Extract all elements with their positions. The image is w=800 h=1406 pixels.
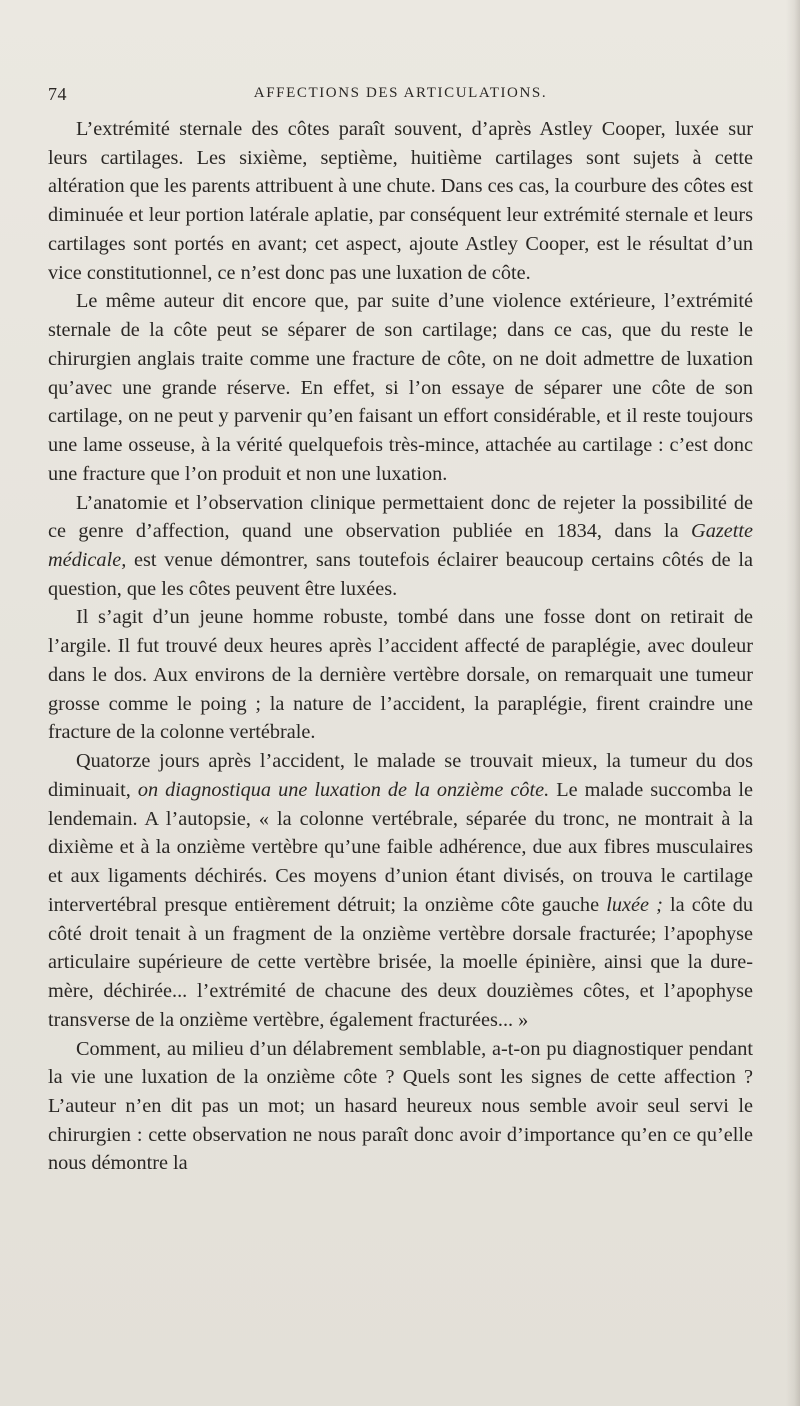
paragraph-5-text-before: Quatorze jours après l’accident, le malade se trouvait mieux, la tumeur du dos diminuait,: [48, 750, 753, 801]
paragraph-4: [48, 603, 753, 747]
paragraph-3: [48, 489, 753, 604]
page-header: [48, 84, 753, 106]
running-title: AFFECTIONS DES ARTICULATIONS.: [253, 85, 548, 101]
paragraph-1-text: L’extrémité sternale des côtes paraît souvent, d’après Astley Cooper, luxée sur leurs cartilages. Les sixième, septième, huitième cartilages sont sujets à cette altération que les parents attribuent à une chute. Dans ces cas, la courbure des côtes est diminuée et leur portion latérale aplatie, par conséquent leur extrémité sternale et leurs cartilages sont portés en avant; cet aspect, ajoute Astley Cooper, est le résultat d’un vice constitutionnel, ce n’est donc pas une luxation de côte.: [48, 118, 753, 284]
paragraph-1: [48, 115, 753, 287]
paragraph-3-text-before: L’anatomie et l’observation clinique permettaient donc de rejeter la possibilité de ce genre d’affection, quand une observation publiée en 1834, dans la: [48, 491, 753, 543]
page-number: 74: [48, 84, 67, 104]
paragraph-6: [48, 1035, 753, 1179]
paragraph-3-text-after: est venue démontrer, sans toutefois éclairer beaucoup certains côtés de la question, que les côtes peuvent être luxées.: [48, 549, 753, 600]
diagnosis-italic: on diagnostiqua une luxation de la onzième côte.: [137, 778, 550, 801]
luxee-italic: luxée ;: [606, 893, 663, 916]
paragraph-5: [48, 747, 753, 1034]
paragraph-5-text-middle: Le malade succomba le lendemain. A l’autopsie, « la colonne vertébrale, séparée du tronc, ne montrait à la dixième et à la onzième vertèbre qu’une faible adhérence, due aux fibres musculaires et aux ligaments déchirés. Ces moyens d’union étant divisés, on trouva le cartilage intervertébral presque entièrement détruit; la onzième côte gauche: [48, 778, 753, 916]
paragraph-4-text: Il s’agit d’un jeune homme robuste, tombé dans une fosse dont on retirait de l’argile. Il fut trouvé deux heures après l’accident affecté de paraplégie, avec douleur dans le dos. Aux environs de la dernière vertèbre dorsale, on remarquait une tumeur grosse comme le poing ; la nature de l’accident, la paraplégie, firent craindre une fracture de la colonne vertébrale.: [48, 606, 753, 744]
page-edge-shadow: [786, 0, 800, 1406]
body-text: [48, 115, 753, 1178]
paragraph-5-text-after: la côte du côté droit tenait à un fragment de la onzième vertèbre dorsale fracturée; l’apophyse articulaire supérieure de cette vertèbre brisée, la moelle épinière, ainsi que la dure-mère, déchirée... l’extrémité de chacune des deux douzièmes côtes, et l’apophyse transverse de la onzième vertèbre, également fracturées... »: [48, 893, 753, 1031]
paragraph-2: [48, 287, 753, 488]
journal-title: Gazette médicale,: [48, 520, 753, 572]
paragraph-2-text: Le même auteur dit encore que, par suite d’une violence extérieure, l’extrémité sternale de la côte peut se séparer de son cartilage; dans ce cas, que du reste le chirurgien anglais traite comme une fracture de côte, on ne doit admettre de luxation qu’avec une grande réserve. En effet, si l’on essaye de séparer une côte de son cartilage, on ne peut y parvenir qu’en faisant un effort considérable, et il reste toujours une lame osseuse, à la vérité quelquefois très-mince, attachée au cartilage : c’est donc une fracture que l’on produit et non une luxation.: [48, 290, 753, 485]
paragraph-6-text: Comment, au milieu d’un délabrement semblable, a-t-on pu diagnostiquer pendant la vie une luxation de la onzième côte ? Quels sont les signes de cette affection ? L’auteur n’en dit pas un mot; un hasard heureux nous semble avoir seul servi le chirurgien : cette observation ne nous paraît donc avoir d’importance qu’en ce qu’elle nous démontre la: [48, 1037, 753, 1175]
